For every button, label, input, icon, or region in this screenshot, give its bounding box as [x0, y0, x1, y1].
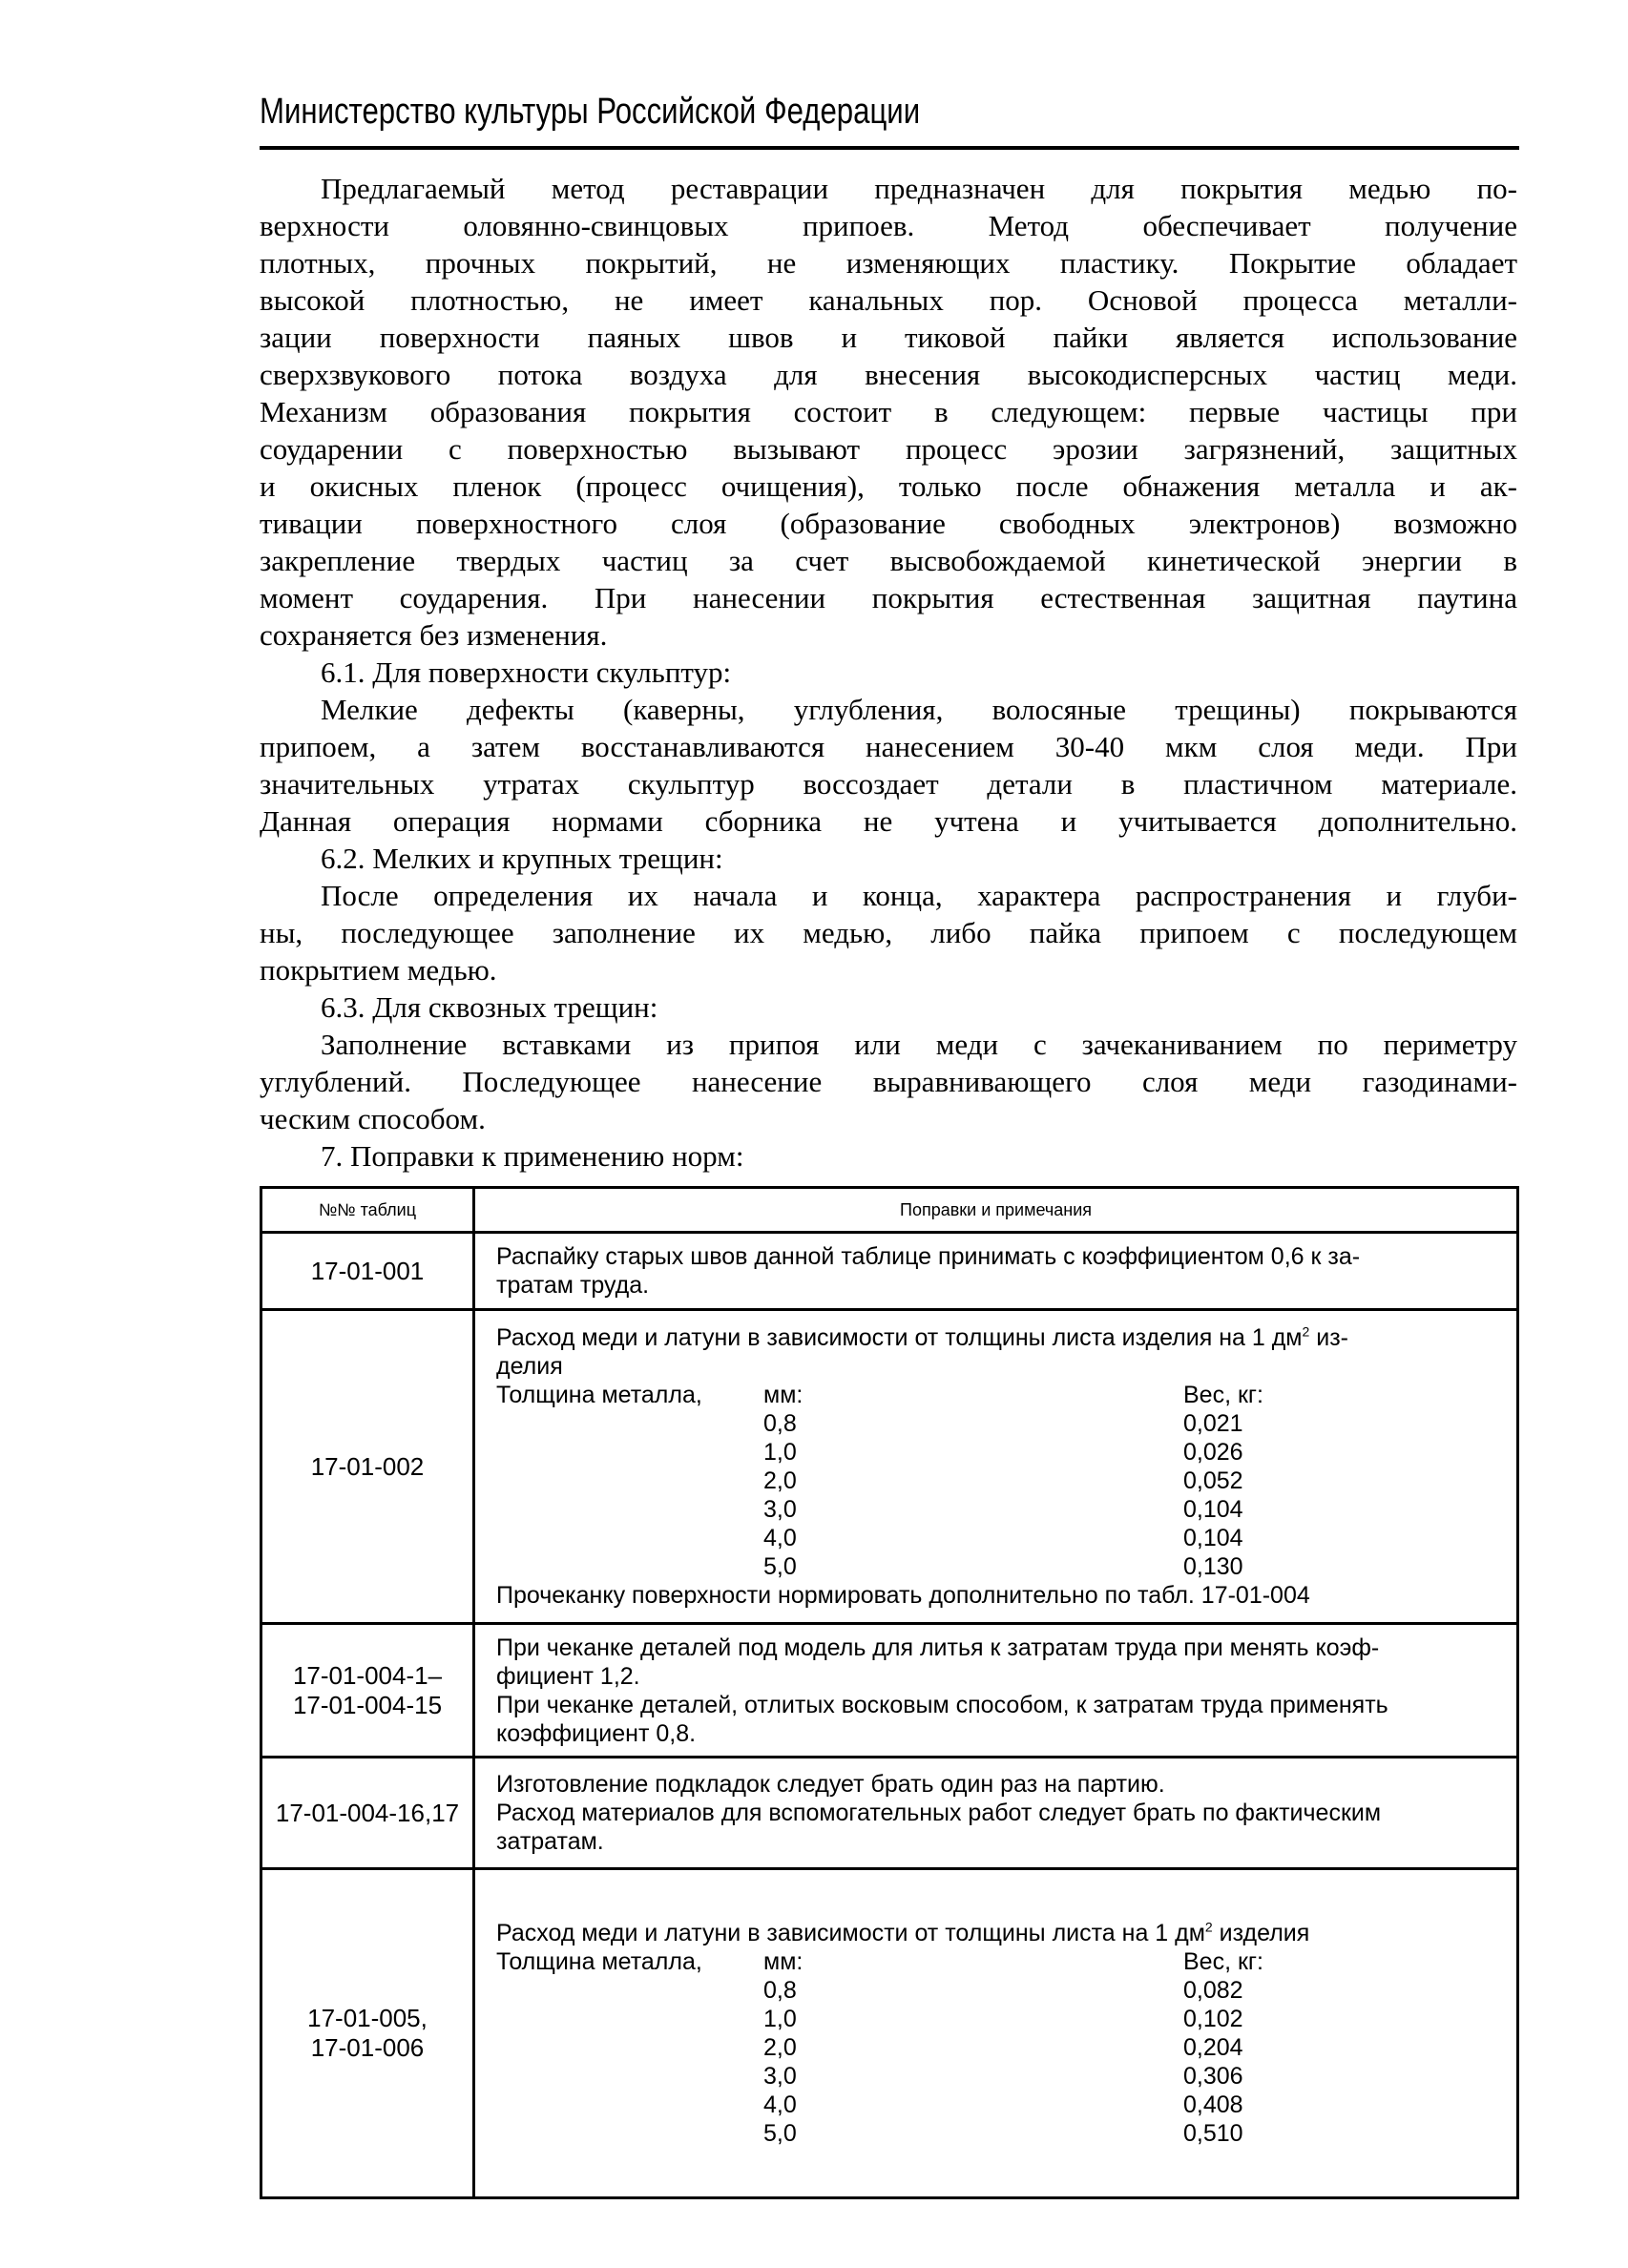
- thickness-value: 2,0: [763, 2034, 797, 2061]
- page-header-title: Министерство культуры Российской Федерации: [260, 92, 921, 132]
- column-header-notes: Поправки и примечания: [474, 1188, 1518, 1233]
- body-line: Заполнение вставками из припоя или меди с зачеканиванием по периметру: [321, 1028, 1517, 1061]
- note-line: Прочеканку поверхности нормировать дополнительно по табл. 17-01-004: [496, 1582, 1310, 1609]
- body-line: углублений. Последующее нанесение выравнивающего слоя меди газодинами-: [260, 1065, 1517, 1098]
- table-number-cell: [261, 1758, 474, 1869]
- table-row: [261, 1869, 1518, 2198]
- thickness-value: 2,0: [763, 1467, 797, 1494]
- spacer: [496, 2033, 763, 2062]
- weight-value: 0,026: [1183, 1439, 1243, 1466]
- body-line: значительных утратах скульптур воссоздает детали в пластичном материале.: [260, 767, 1517, 801]
- table-row: [261, 1310, 1518, 1624]
- body-line: Мелкие дефекты (каверны, углубления, волосяные трещины) покрываются: [321, 693, 1517, 726]
- table-number-cell: [261, 1310, 474, 1624]
- weight-value: 0,021: [1183, 1410, 1243, 1437]
- table-row: [261, 1758, 1518, 1869]
- table-number: 17-01-006: [310, 2033, 425, 2062]
- table-number-cell: [261, 1233, 474, 1310]
- thickness-weight-list: [496, 1381, 1505, 1581]
- body-line: Предлагаемый метод реставрации предназначен для покрытия медью по-: [321, 172, 1517, 205]
- note-line: Расход меди и латуни в зависимости от толщины листа изделия на 1 $дм^2$ из-: [496, 1323, 1348, 1351]
- body-line: плотных, прочных покрытий, не изменяющих пластику. Покрытие обладает: [260, 246, 1517, 280]
- body-line: тивации поверхностного слоя (образование свободных электронов) возможно: [260, 507, 1517, 540]
- spacer: [496, 2005, 763, 2033]
- column-header-table-numbers: №№ таблиц: [261, 1188, 474, 1233]
- table-number-cell: [261, 1869, 474, 2198]
- note-line: Расход меди и латуни в зависимости от толщины листа на 1 $дм^2$ изделия: [496, 1919, 1310, 1946]
- thickness-value: 3,0: [763, 2063, 797, 2090]
- body-line: высокой плотностью, не имеет канальных пор. Основой процесса металли-: [260, 283, 1517, 317]
- weight-value: 0,510: [1183, 2120, 1243, 2147]
- note-line: При чеканке деталей, отлитых восковым способом, к затратам труда применять: [496, 1691, 1388, 1718]
- thickness-value: 4,0: [763, 2091, 797, 2118]
- spacer: [496, 1552, 763, 1581]
- note-line: Изготовление подкладок следует брать один раз на партию.: [496, 1771, 1165, 1798]
- table-number: 17-01-001: [310, 1256, 425, 1285]
- body-line: покрытием медью.: [260, 953, 497, 987]
- weight-value: 0,102: [1183, 2006, 1243, 2032]
- thickness-value: 1,0: [763, 2006, 797, 2032]
- thickness-label: Толщина металла,: [496, 1382, 702, 1408]
- weight-value: 0,306: [1183, 2063, 1243, 2090]
- note-line: Расход материалов для вспомогательных работ следует брать по фактическим: [496, 1800, 1382, 1826]
- body-line: зации поверхности паяных швов и тиковой пайки является использование: [260, 321, 1517, 354]
- table-number: 17-01-002: [310, 1451, 425, 1481]
- thickness-value: 5,0: [763, 2120, 797, 2147]
- note-line: Распайку старых швов данной таблице принимать с коэффициентом 0,6 к за-: [496, 1243, 1361, 1270]
- note-line: При чеканке деталей под модель для литья к затратам труда при менять коэф-: [496, 1633, 1380, 1661]
- body-line: ческим способом.: [260, 1102, 486, 1135]
- spacer: [496, 1467, 763, 1495]
- mm-label: мм:: [763, 1382, 804, 1408]
- table-number: 17-01-005,: [307, 2004, 428, 2032]
- table-number: 17-01-004-16,17: [275, 1798, 460, 1827]
- note-line: тратам труда.: [496, 1272, 650, 1299]
- weight-value: 0,082: [1183, 1977, 1243, 2004]
- thickness-value: 4,0: [763, 1525, 797, 1551]
- weight-value: 0,408: [1183, 2091, 1243, 2118]
- thickness-value: 0,8: [763, 1977, 797, 2004]
- spacer: [496, 1976, 763, 2005]
- spacer: [496, 1524, 763, 1552]
- body-line: момент соударения. При нанесении покрытия естественная защитная паутина: [260, 581, 1517, 614]
- notes-cell: [474, 1310, 1518, 1624]
- table-header-row: [261, 1188, 1518, 1233]
- header-rule: [260, 146, 1519, 150]
- table-row: [261, 1233, 1518, 1310]
- spacer: [496, 2091, 763, 2119]
- body-line: 6.2. Мелких и крупных трещин:: [321, 842, 723, 875]
- table-number: 17-01-004-1–: [292, 1660, 443, 1690]
- body-text: [260, 170, 1517, 1175]
- thickness-weight-list: [496, 1947, 1505, 2148]
- spacer: [496, 1409, 763, 1438]
- note-line: фициент 1,2.: [496, 1662, 640, 1690]
- body-line: верхности оловянно-свинцовых припоев. Метод обеспечивает получение: [260, 209, 1517, 242]
- body-line: припоем, а затем восстанавливаются нанесением 30-40 мкм слоя меди. При: [260, 730, 1517, 763]
- mm-label: мм:: [763, 1948, 804, 1975]
- body-line: соударении с поверхностью вызывают процесс эрозии загрязнений, защитных: [260, 432, 1517, 466]
- weight-value: 0,204: [1183, 2034, 1243, 2061]
- note-line: коэффициент 0,8.: [496, 1719, 697, 1747]
- note-line: делия: [496, 1353, 563, 1380]
- norms-corrections-table: [260, 1186, 1519, 2199]
- body-line: 6.3. Для сквозных трещин:: [321, 990, 658, 1024]
- weight-label: Вес, кг:: [1183, 1948, 1263, 1975]
- spacer: [496, 1438, 763, 1467]
- body-line: Механизм образования покрытия состоит в следующем: первые частицы при: [260, 395, 1517, 428]
- note-line: затратам.: [496, 1828, 604, 1855]
- notes-cell: [474, 1758, 1518, 1869]
- body-line: ны, последующее заполнение их медью, либо пайка припоем с последующем: [260, 916, 1517, 949]
- body-line: После определения их начала и конца, характера распространения и глуби-: [321, 879, 1517, 912]
- body-line: закрепление твердых частиц за счет высвобождаемой кинетической энергии в: [260, 544, 1517, 577]
- body-line: Данная операция нормами сборника не учтена и учитывается дополнительно.: [260, 804, 1517, 838]
- table-number-cell: [261, 1624, 474, 1758]
- weight-label: Вес, кг:: [1183, 1382, 1263, 1408]
- body-line: сохраняется без изменения.: [260, 618, 608, 652]
- body-line: 7. Поправки к применению норм:: [321, 1139, 744, 1173]
- spacer: [496, 1495, 763, 1524]
- notes-cell: [474, 1869, 1518, 2198]
- spacer: [496, 2062, 763, 2091]
- weight-value: 0,130: [1183, 1553, 1243, 1580]
- thickness-value: 0,8: [763, 1410, 797, 1437]
- thickness-label: Толщина металла,: [496, 1948, 702, 1975]
- body-line: 6.1. Для поверхности скульптур:: [321, 655, 732, 689]
- notes-cell: [474, 1233, 1518, 1310]
- body-line: сверхзвукового потока воздуха для внесения высокодисперсных частиц меди.: [260, 358, 1517, 391]
- thickness-value: 3,0: [763, 1496, 797, 1523]
- weight-value: 0,052: [1183, 1467, 1243, 1494]
- spacer: [496, 2119, 763, 2148]
- notes-cell: [474, 1624, 1518, 1758]
- thickness-value: 1,0: [763, 1439, 797, 1466]
- table-number: 17-01-004-15: [292, 1690, 443, 1719]
- weight-value: 0,104: [1183, 1525, 1243, 1551]
- thickness-value: 5,0: [763, 1553, 797, 1580]
- table-row: [261, 1624, 1518, 1758]
- body-line: и окисных пленок (процесс очищения), только после обнажения металла и ак-: [260, 469, 1517, 503]
- weight-value: 0,104: [1183, 1496, 1243, 1523]
